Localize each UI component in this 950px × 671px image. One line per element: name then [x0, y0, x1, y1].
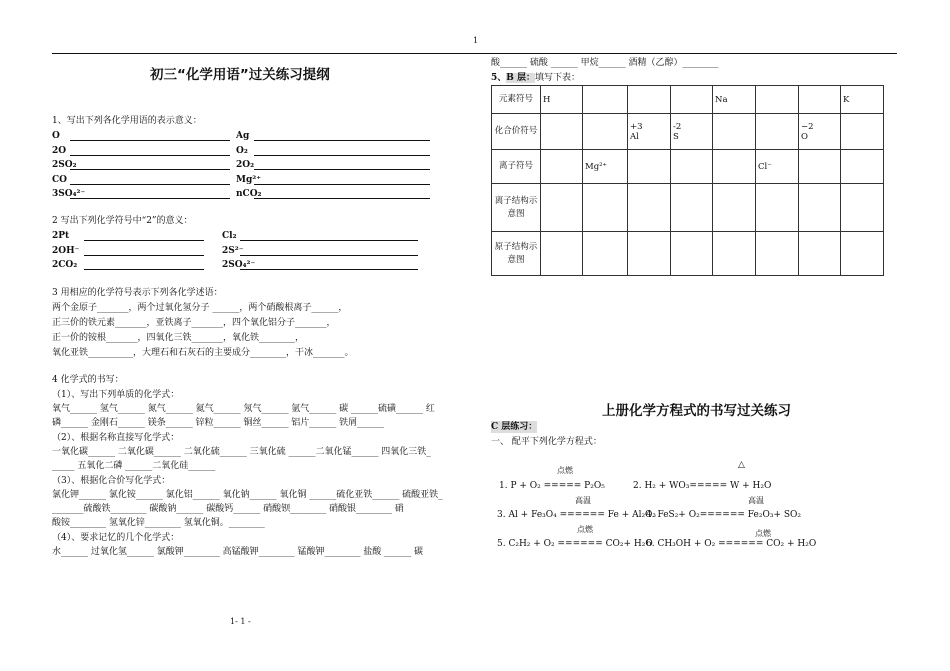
- section-4-line: 水______ 过氧化氢______ 氯酸钾________ 高锰酸钾________ 锰酸钾________ 盐酸 ______ 碳: [52, 547, 424, 557]
- table-cell: [756, 114, 799, 150]
- answer-line[interactable]: [70, 184, 230, 185]
- section-2-heading: 2 写出下列化学符号中“2”的意义：: [52, 216, 193, 226]
- condition-ignite: 点燃: [577, 525, 593, 534]
- row-header: 元素符号: [492, 86, 541, 114]
- answer-line[interactable]: [70, 155, 230, 156]
- table-cell: [671, 150, 713, 184]
- table-cell: [799, 114, 841, 150]
- section-4-line: （2）、根据名称直接写化学式：: [52, 433, 180, 443]
- table-cell: Cl⁻: [756, 150, 799, 184]
- header-rule: [52, 53, 897, 54]
- table-cell: [799, 150, 841, 184]
- term-label: Ag: [236, 131, 250, 141]
- condition-ignite: 点燃: [755, 529, 771, 538]
- section-5-number: 5、: [491, 73, 507, 83]
- section-4-line: （3）、根据化合价写化学式：: [52, 476, 171, 486]
- table-row: [492, 232, 884, 276]
- term-label: O₂: [236, 145, 248, 156]
- valence-element: Al: [630, 131, 639, 142]
- section-4-line: 一氧化碳______ 二氧化碳______ 二氧化硫______ 三氧化硫 ______二氧化锰______ 四氧化三铁_: [52, 447, 431, 457]
- answer-line[interactable]: [240, 269, 418, 270]
- table-cell: [628, 114, 671, 150]
- section-3-line: 两个金原子_______，两个过氧化氢分子 ______，两个硝酸根离子______，: [52, 303, 348, 313]
- section-5-heading: [491, 72, 580, 84]
- section-3-line: 正一价的铵根_______，四氧化三铁_______，氧化铁________，: [52, 333, 305, 343]
- page-footer: 1- 1 -: [230, 617, 251, 626]
- term-label: 2CO₂: [52, 260, 78, 270]
- row-header: 离子符号: [492, 150, 541, 184]
- section-1-heading: 1、写出下列各化学用语的表示意义：: [52, 116, 202, 126]
- table-cell: [541, 150, 583, 184]
- table-row: [492, 184, 884, 232]
- condition-high-temp: 高温: [748, 496, 764, 505]
- table-cell: [583, 86, 628, 114]
- answer-line[interactable]: [84, 269, 204, 270]
- table-cell: [756, 86, 799, 114]
- section-3-line: 氧化亚铁__________，大理石和石灰石的主要成分________，干冰_______。: [52, 348, 354, 358]
- equation-1: 1. P + O₂ ===== P₂O₅: [499, 481, 605, 491]
- answer-line[interactable]: [254, 140, 430, 141]
- condition-high-temp: 高温: [575, 496, 591, 505]
- section-5-text: 填写下表：: [535, 73, 581, 83]
- answer-line[interactable]: [70, 140, 230, 141]
- section-4-line: _______硫酸铁________ 碳酸钠______ 碳酸钙______ 硝酸钡________ 硝酸银________ 硝: [52, 504, 404, 514]
- table-cell: Na: [713, 86, 756, 114]
- term-label: Cl₂: [222, 231, 237, 241]
- section-4-line: _____ 五氧化二磷 ______二氧化硅______: [52, 461, 216, 471]
- term-label: 2OH⁻: [52, 245, 80, 256]
- valence-element: S: [673, 131, 679, 142]
- answer-line[interactable]: [240, 255, 418, 256]
- answer-line[interactable]: [254, 155, 430, 156]
- table-cell: Mg²⁺: [583, 150, 628, 184]
- answer-line[interactable]: [84, 255, 204, 256]
- term-label: 2SO₄²⁻: [222, 260, 256, 270]
- equation-2: 2. H₂ + WO₃===== W + H₂O: [633, 481, 772, 491]
- valence-value: -2: [673, 121, 682, 132]
- term-label: 2SO₂: [52, 160, 77, 170]
- table-cell: H: [541, 86, 583, 114]
- table-cell: [583, 114, 628, 150]
- equations-title: 上册化学方程式的书写过关练习: [602, 403, 791, 419]
- table-cell: [541, 114, 583, 150]
- table-cell: [841, 114, 884, 150]
- term-label: 2O₂: [236, 160, 255, 170]
- section-4-line: 磷______ 金刚石______ 镁条______ 锌粒______ 铜丝______ 铝片______ 铁屑______: [52, 418, 385, 428]
- equation-5: 5. C₂H₂ + O₂ ====== CO₂+ H₂O: [497, 539, 653, 549]
- answer-line[interactable]: [240, 240, 418, 241]
- term-label: nCO₂: [236, 189, 262, 199]
- table-cell: [628, 86, 671, 114]
- section-4-line: 酸铵________ 氢氧化锌________ 氢氧化铜。________: [52, 518, 265, 528]
- table-row: [492, 150, 884, 184]
- page-title: 初三“化学用语”过关练习提纲: [150, 67, 330, 83]
- table-cell: [713, 150, 756, 184]
- section-4-heading: 4 化学式的书写：: [52, 375, 124, 385]
- valence-element: O: [801, 131, 808, 142]
- row-header: 离子结构示意图: [492, 184, 541, 232]
- answer-line[interactable]: [254, 184, 430, 185]
- equation-4: 4. FeS₂+ O₂====== Fe₂O₃+ SO₂: [646, 510, 802, 520]
- answer-line[interactable]: [254, 198, 430, 199]
- c-layer-label: C 层练习：: [491, 422, 538, 432]
- term-label: 2S²⁻: [222, 245, 244, 256]
- table-cell: [841, 150, 884, 184]
- section-5-layer: B 层：: [506, 73, 536, 83]
- table-row: [492, 114, 884, 150]
- section-4-line: 氯化钾______ 氯化铵______ 氯化铝______ 氧化钠______ 氧化铜 ______硫化亚铁______ 硫酸亚铁_: [52, 490, 443, 500]
- valence-value: −2: [801, 121, 814, 132]
- condition-ignite: 点燃: [557, 466, 573, 475]
- answer-line[interactable]: [70, 198, 230, 199]
- table-cell: [799, 86, 841, 114]
- valence-value: +3: [630, 121, 643, 132]
- section-3-line: 正三价的铁元素_______，亚铁离子_______，四个氧化铝分子_______，: [52, 318, 336, 328]
- term-label: 2O: [52, 145, 67, 156]
- row-header: 原子结构示意图: [492, 232, 541, 276]
- page-number: 1: [473, 36, 479, 45]
- equation-3: 3. Al + Fe₃O₄ ====== Fe + Al₂O₃: [497, 510, 657, 520]
- table-row: [492, 86, 884, 114]
- section-4-line: （1）、写出下列单质的化学式：: [52, 390, 180, 400]
- equation-6: 6. CH₃OH + O₂ ====== CO₂ + H₂O: [646, 539, 817, 549]
- term-label: CO: [52, 174, 68, 185]
- answer-line[interactable]: [84, 240, 204, 241]
- table-cell: [713, 114, 756, 150]
- term-label: O: [52, 131, 60, 141]
- condition-heat: △: [738, 460, 745, 470]
- section-3-heading: 3 用相应的化学符号表示下列各化学述语：: [52, 288, 223, 298]
- row-header: 化合价符号: [492, 114, 541, 150]
- c-layer-item: 一、 配平下列化学方程式：: [491, 437, 602, 447]
- table-cell: [671, 86, 713, 114]
- table-cell: [671, 114, 713, 150]
- table-cell: K: [841, 86, 884, 114]
- section-4-line: （4）、要求记忆的几个化学式：: [52, 533, 180, 543]
- term-label: 2Pt: [52, 231, 70, 241]
- table-cell: [628, 150, 671, 184]
- answer-line[interactable]: [70, 169, 230, 170]
- acid-line: 酸______ 硫酸 ______ 甲烷______ 酒精（乙醇）________: [491, 58, 719, 68]
- term-label: Mg²⁺: [236, 174, 261, 185]
- term-label: 3SO₄²⁻: [52, 189, 86, 199]
- element-table: [491, 85, 884, 276]
- section-4-line: 氧气______ 氢气______ 氮气______ 氦气______ 氖气______ 氩气______ 碳 ______硫磺______ 红: [52, 404, 435, 414]
- answer-line[interactable]: [254, 169, 430, 170]
